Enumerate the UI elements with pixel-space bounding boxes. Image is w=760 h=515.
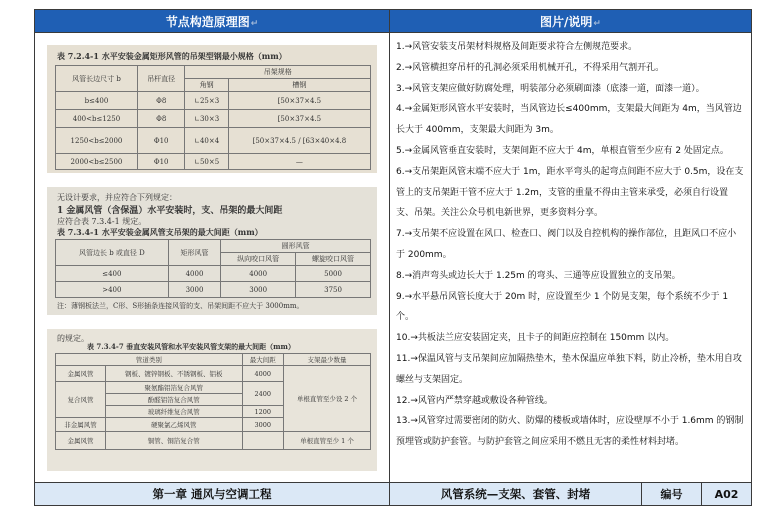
photo3-head-1: 最大间距 (242, 354, 283, 366)
photo3-lead: 的规定。 (57, 334, 89, 343)
note-item: 4.→金属矩形风管水平安装时，当风管边长≤400mm，支架最大间距为 4m，当风管边长大于 400mm，支架最大间距为 3m。 (396, 104, 742, 136)
note-item: 10.→共板法兰应安装固定夹，且卡子的间距应控制在 150mm 以内。 (396, 333, 675, 344)
table-cell: ∟25×3 (185, 92, 228, 110)
table-cell: [50×37×4.5 / [63×40×4.8 (228, 128, 370, 154)
table-cell: 2400 (242, 382, 283, 406)
photo3-caption: 表 7.3.4-7 垂直安装风管和水平安装风管支架的最大间距（mm） (87, 342, 295, 351)
photo1-head-1: 吊杆直径 (137, 66, 185, 92)
note-item: 2.→风管横担穿吊杆的孔洞必须采用机械开孔，不得采用气割开孔。 (396, 62, 665, 73)
note-item: 6.→支吊架距风管末端不应大于 1m，距水平弯头的起弯点间距不应大于 0.5m，设在支管上的支吊架距干管不应大于 1.2m，支管的重量不得由主管来承受，必须自行设置支、吊架。关注公众号机电新世界，更多资料分享。 (396, 166, 744, 219)
table-cell: 3750 (296, 282, 371, 298)
table-cell: 钢板、镀锌钢板、不锈钢板、铝板 (105, 366, 242, 382)
table-cell: Φ10 (137, 154, 185, 170)
photo2-line-1: 1 金属风管（含保温）水平安装时，支、吊架的最大间距 (57, 206, 283, 216)
header-left-text: 节点构造原理图 (165, 14, 250, 29)
table-cell: ∟40×4 (185, 128, 228, 154)
table-cell: [50×37×4.5 (228, 110, 370, 128)
photo2-table (55, 239, 371, 298)
images-column (35, 33, 390, 483)
table-cell: 3000 (242, 418, 283, 432)
table-cell: 4000 (168, 266, 221, 282)
photo2-caption: 表 7.3.4-1 水平安装金属风管支吊架的最大间距（mm） (57, 227, 263, 237)
document-sheet (34, 9, 751, 505)
photo3-head-0: 管道类别 (56, 354, 243, 366)
table-cell: 4000 (221, 266, 296, 282)
header-right (390, 10, 752, 33)
table-cell: [50×37×4.5 (228, 92, 370, 110)
table-cell: 复合风管 (56, 382, 106, 418)
photo1-caption: 表 7.2.4-1 水平安装金属矩形风管的吊架型钢最小规格（mm） (57, 51, 287, 61)
paragraph-mark: ↵ (593, 18, 601, 29)
photo2-note: 注：薄钢板法兰，C形、S形插条连接风管的支、吊架间距不应大于 3000mm。 (57, 302, 304, 310)
note-item: 8.→消声弯头或边长大于 1.25m 的弯头、三通等应设置独立的支吊架。 (396, 270, 681, 281)
table-cell: 3000 (168, 282, 221, 298)
photo3-table (55, 353, 371, 450)
note-item: 5.→金属风管垂直安装时，支架间距不应大于 4m，单根直管至少应有 2 处固定点。 (396, 145, 729, 156)
table-cell: 400<b≤1250 (56, 110, 138, 128)
table-cell: 5000 (296, 266, 371, 282)
table-cell: 2000<b≤2500 (56, 154, 138, 170)
table-cell: ∟30×3 (185, 110, 228, 128)
header-left (35, 10, 390, 33)
photo1-head-0: 风管长边尺寸 b (56, 66, 138, 92)
spec-table-photo-3 (47, 329, 377, 471)
table-cell: 1250<b≤2000 (56, 128, 138, 154)
table-cell: Φ8 (137, 110, 185, 128)
notes-column (390, 33, 752, 483)
table-cell: 4000 (242, 366, 283, 382)
note-item: 3.→风管支架应做好防腐处理，明装部分必须刷面漆（底漆一道，面漆一道）。 (396, 83, 705, 94)
photo2-line-0: 无设计要求，并应符合下列规定： (57, 193, 177, 202)
footer-code-label: 编号 (642, 483, 702, 506)
table-cell: 聚氨酯铝箔复合风管 (105, 382, 242, 394)
table-cell: 单根直管至少 1 个 (283, 432, 370, 450)
table-cell: 酚醛铝箔复合风管 (105, 394, 242, 406)
footer-title: 风管系统—支架、套管、封堵 (390, 483, 642, 506)
footer-chapter: 第一章 通风与空调工程 (35, 483, 390, 506)
photo1-table (55, 65, 371, 170)
table-cell: 非金属风管 (56, 418, 106, 432)
note-item: 1.→风管安装支吊架材料规格及间距要求符合左侧规范要求。 (396, 42, 638, 52)
photo2-head-2: 圆形风管 (221, 240, 371, 253)
spec-table-photo-1 (47, 45, 377, 173)
table-cell: ≤400 (56, 266, 169, 282)
note-item: 7.→支吊架不应设置在风口、检查口、阀门以及自控机构的操作部位，且距风口不应小于 200mm。 (396, 229, 737, 260)
note-item: 9.→水平悬吊风管长度大于 20m 时，应设置至少 1 个防晃支架，每个系统不少于 1 个。 (396, 291, 729, 323)
table-cell: 金属风管 (56, 366, 106, 382)
table-cell: 金属风管 (56, 432, 106, 450)
photo2-head-4: 螺旋咬口风管 (296, 253, 371, 266)
table-cell (242, 432, 283, 450)
table-cell: 铜管、铜箔复合管 (105, 432, 242, 450)
photo2-head-3: 纵向咬口风管 (221, 253, 296, 266)
photo1-head-2: 吊架规格 (185, 66, 371, 79)
table-cell: — (228, 154, 370, 170)
table-cell: 单根直管至少设 2 个 (283, 366, 370, 432)
note-item: 12.→风管内严禁穿越或敷设各种管线。 (396, 395, 553, 406)
table-cell: Φ10 (137, 128, 185, 154)
table-cell: ∟50×5 (185, 154, 228, 170)
paragraph-mark: ↵ (250, 18, 259, 29)
table-cell: 1200 (242, 406, 283, 418)
layout-table (34, 9, 752, 506)
note-item: 11.→保温风管与支吊架间应加隔热垫木，垫木保温应单独下料，防止冷桥，垫木用自攻螺丝与支架固定。 (396, 353, 742, 385)
table-cell: 3000 (221, 282, 296, 298)
spec-table-photo-2 (47, 187, 377, 315)
photo1-head-3: 角钢 (185, 79, 228, 92)
note-item: 13.→风管穿过需要密闭的防火、防爆的楼板或墙体时，应设壁厚不小于 1.6mm 的钢制预埋管或防护套管。与防护套管之间应采用不燃且无害的柔性材料封堵。 (396, 416, 744, 448)
table-cell: 硬聚氯乙烯风管 (105, 418, 242, 432)
photo1-head-4: 槽钢 (228, 79, 370, 92)
photo2-line-2: 应符合表 7.3.4-1 规定。 (57, 217, 147, 226)
table-cell: 玻璃纤维复合风管 (105, 406, 242, 418)
table-cell: b≤400 (56, 92, 138, 110)
table-cell: >400 (56, 282, 169, 298)
photo3-head-2: 支架最少数量 (283, 354, 370, 366)
table-cell: Φ8 (137, 92, 185, 110)
footer-code-value: A02 (702, 483, 752, 506)
photo2-head-1: 矩形风管 (168, 240, 221, 266)
photo2-head-0: 风管边长 b 或直径 D (56, 240, 169, 266)
header-right-text: 图片/说明 (540, 14, 593, 29)
